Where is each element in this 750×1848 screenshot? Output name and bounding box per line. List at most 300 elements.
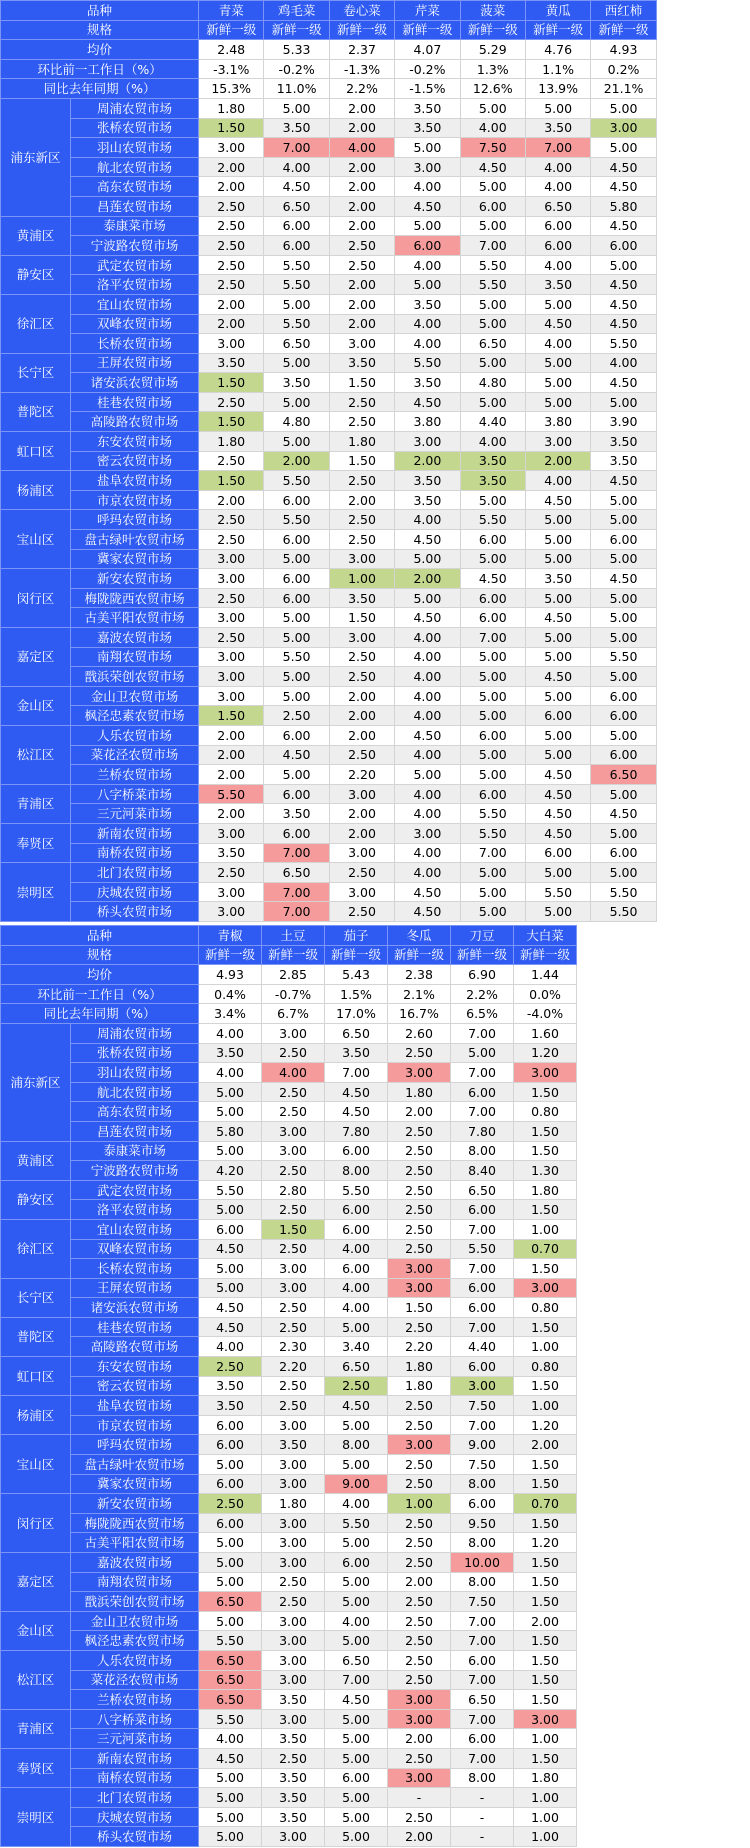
market-name: 张桥农贸市场 (71, 118, 199, 138)
table-row (1, 1788, 577, 1808)
table-row (1, 1748, 577, 1768)
market-name: 金山卫农贸市场 (71, 1611, 199, 1631)
price-cell: 2.30 (262, 1337, 325, 1357)
yoy-change: 6.7% (262, 1004, 325, 1024)
price-cell: 6.00 (264, 784, 329, 804)
price-cell: 6.50 (199, 1670, 262, 1690)
price-cell: 3.00 (388, 1690, 451, 1710)
price-cell: 1.50 (514, 1376, 577, 1396)
price-cell: 2.50 (388, 1611, 451, 1631)
avg-price: 4.07 (395, 40, 460, 60)
price-cell: 2.50 (329, 863, 394, 883)
price-cell: 5.00 (199, 1611, 262, 1631)
price-cell: 4.40 (460, 412, 525, 432)
market-name: 桥头农贸市场 (71, 1827, 199, 1847)
price-cell: 2.00 (329, 823, 394, 843)
district-label: 宝山区 (1, 1435, 71, 1494)
price-cell: 3.00 (514, 1278, 577, 1298)
price-cell: 6.50 (451, 1180, 514, 1200)
spec-header: 新鲜一级 (514, 945, 577, 965)
avg-price: 5.33 (264, 40, 329, 60)
price-cell: 5.00 (460, 706, 525, 726)
market-name: 盐阜农贸市场 (71, 1396, 199, 1416)
table-row (1, 843, 657, 863)
avg-price: 5.29 (460, 40, 525, 60)
price-cell: 7.00 (460, 843, 525, 863)
table-row (1, 628, 657, 648)
price-cell: 4.00 (525, 334, 590, 354)
price-cell: 5.00 (264, 549, 329, 569)
table-row (1, 1317, 577, 1337)
price-cell: 5.00 (264, 98, 329, 118)
price-cell: 5.00 (591, 667, 656, 687)
price-cell: 5.00 (525, 588, 590, 608)
table-row (1, 98, 657, 118)
market-name: 市京农贸市场 (71, 1415, 199, 1435)
market-name: 长桥农贸市场 (71, 1259, 199, 1279)
price-cell: 6.00 (451, 1357, 514, 1377)
price-cell: 2.00 (329, 686, 394, 706)
market-name: 嘉波农贸市场 (71, 628, 199, 648)
table-row (1, 255, 657, 275)
price-cell: 3.50 (264, 804, 329, 824)
price-cell: 2.50 (329, 902, 394, 922)
price-cell: 4.50 (525, 608, 590, 628)
district-label: 金山区 (1, 686, 71, 725)
price-cell: 7.00 (451, 1317, 514, 1337)
table-row (1, 1063, 577, 1083)
price-cell: 1.20 (514, 1415, 577, 1435)
price-cell: 3.00 (388, 1768, 451, 1788)
price-cell: 5.50 (460, 510, 525, 530)
price-cell: 5.00 (395, 549, 460, 569)
price-cell: 6.50 (525, 196, 590, 216)
market-name: 呼玛农贸市场 (71, 1435, 199, 1455)
price-cell: 4.00 (395, 314, 460, 334)
price-cell: 6.00 (591, 843, 656, 863)
price-cell: 3.00 (262, 1827, 325, 1847)
price-cell: 8.00 (325, 1161, 388, 1181)
market-name: 冀家农贸市场 (71, 549, 199, 569)
market-name: 周浦农贸市场 (71, 98, 199, 118)
price-cell: 2.50 (199, 275, 264, 295)
price-cell: 3.50 (525, 118, 590, 138)
market-name: 王屏农贸市场 (71, 1278, 199, 1298)
price-cell: 1.50 (199, 118, 264, 138)
avg-price: 1.44 (514, 965, 577, 985)
market-name: 武定农贸市场 (71, 1180, 199, 1200)
table-row (1, 1729, 577, 1749)
table-row (1, 1082, 577, 1102)
price-cell: 4.50 (460, 157, 525, 177)
price-cell: 5.00 (525, 353, 590, 373)
market-name: 盘古绿叶农贸市场 (71, 1455, 199, 1475)
spec-header: 新鲜一级 (325, 945, 388, 965)
avg-price: 2.38 (388, 965, 451, 985)
price-cell: 1.00 (514, 1219, 577, 1239)
price-cell: 3.00 (262, 1023, 325, 1043)
price-cell: 4.00 (395, 784, 460, 804)
variety-label: 品种 (1, 926, 199, 946)
price-cell: 5.50 (591, 647, 656, 667)
price-cell: 1.50 (199, 412, 264, 432)
table-row (1, 1376, 577, 1396)
table-row (1, 1161, 577, 1181)
price-cell: 6.00 (451, 1650, 514, 1670)
price-cell: 2.50 (388, 1533, 451, 1553)
mom-change: 1.3% (460, 59, 525, 79)
price-cell: 4.00 (264, 157, 329, 177)
price-cell: 6.00 (264, 216, 329, 236)
price-cell: 3.50 (199, 353, 264, 373)
price-cell: 1.50 (514, 1748, 577, 1768)
price-cell: - (451, 1788, 514, 1808)
price-cell: 3.50 (395, 98, 460, 118)
table-row (1, 902, 657, 922)
price-cell: 5.00 (325, 1317, 388, 1337)
price-cell: 2.50 (388, 1748, 451, 1768)
price-cell: 4.00 (395, 667, 460, 687)
market-name: 宜山农贸市场 (71, 294, 199, 314)
price-cell: 3.50 (591, 432, 656, 452)
price-cell: 3.50 (395, 294, 460, 314)
price-cell: 5.50 (525, 882, 590, 902)
price-cell: 1.00 (514, 1337, 577, 1357)
price-cell: 1.50 (514, 1200, 577, 1220)
price-cell: 4.50 (395, 196, 460, 216)
price-cell: 6.00 (451, 1729, 514, 1749)
price-cell: 0.80 (514, 1357, 577, 1377)
market-name: 新南农贸市场 (71, 1748, 199, 1768)
price-cell: 2.50 (388, 1670, 451, 1690)
table-row (1, 1768, 577, 1788)
price-cell: 2.50 (388, 1455, 451, 1475)
price-cell: 2.50 (329, 471, 394, 491)
price-cell: 2.50 (262, 1396, 325, 1416)
yoy-change: 3.4% (199, 1004, 262, 1024)
table-row (1, 236, 657, 256)
price-cell: 1.80 (329, 432, 394, 452)
price-cell: 2.00 (199, 804, 264, 824)
price-cell: 8.00 (451, 1141, 514, 1161)
table-row (1, 588, 657, 608)
price-cell: 5.00 (525, 98, 590, 118)
price-cell: 6.00 (460, 725, 525, 745)
price-cell: 3.00 (388, 1278, 451, 1298)
price-cell: 3.00 (388, 1709, 451, 1729)
price-cell: 2.50 (262, 1043, 325, 1063)
table-row (1, 1494, 577, 1514)
district-label: 金山区 (1, 1611, 71, 1650)
price-cell: 3.00 (591, 118, 656, 138)
price-cell: 6.00 (264, 490, 329, 510)
price-cell: 3.50 (199, 1376, 262, 1396)
market-name: 枫泾忠素农贸市场 (71, 1631, 199, 1651)
price-cell: 5.50 (591, 334, 656, 354)
price-cell: 3.00 (199, 138, 264, 158)
price-cell: 2.50 (262, 1317, 325, 1337)
avg-price: 2.37 (329, 40, 394, 60)
district-label: 崇明区 (1, 863, 71, 922)
price-cell: 2.00 (329, 314, 394, 334)
price-cell: 6.00 (451, 1082, 514, 1102)
table-row (1, 530, 657, 550)
price-cell: 3.00 (262, 1474, 325, 1494)
price-cell: 2.00 (329, 490, 394, 510)
table-row (1, 1827, 577, 1847)
price-cell: 4.00 (525, 255, 590, 275)
table-row (1, 1650, 577, 1670)
table-row (1, 1474, 577, 1494)
market-name: 昌莲农贸市场 (71, 1121, 199, 1141)
market-name: 高陵路农贸市场 (71, 412, 199, 432)
price-cell: 2.00 (395, 569, 460, 589)
price-cell: 5.00 (264, 432, 329, 452)
price-cell: 2.50 (329, 667, 394, 687)
price-cell: 2.00 (199, 177, 264, 197)
price-cell: 8.00 (451, 1768, 514, 1788)
table-row (1, 373, 657, 393)
table-row (1, 490, 657, 510)
price-cell: 3.00 (262, 1709, 325, 1729)
price-cell: 5.00 (591, 725, 656, 745)
market-name: 枫泾忠素农贸市场 (71, 706, 199, 726)
price-cell: 5.50 (199, 1709, 262, 1729)
price-cell: 5.00 (199, 1533, 262, 1553)
price-cell: 2.00 (199, 765, 264, 785)
price-cell: 2.50 (199, 1494, 262, 1514)
price-cell: 7.80 (325, 1121, 388, 1141)
market-name: 宁波路农贸市场 (71, 1161, 199, 1181)
table-row (1, 667, 657, 687)
price-cell: 4.00 (199, 1729, 262, 1749)
price-cell: 5.00 (199, 1455, 262, 1475)
market-name: 武定农贸市场 (71, 255, 199, 275)
market-name: 冀家农贸市场 (71, 1474, 199, 1494)
product-header: 土豆 (262, 926, 325, 946)
yoy-change: 15.3% (199, 79, 264, 99)
spec-header: 新鲜一级 (329, 20, 394, 40)
avg-price: 6.90 (451, 965, 514, 985)
avg-label: 均价 (1, 965, 199, 985)
price-cell: 5.00 (325, 1748, 388, 1768)
price-cell: 2.50 (262, 1298, 325, 1318)
price-cell: 5.00 (460, 686, 525, 706)
price-cell: 5.50 (325, 1513, 388, 1533)
market-name: 新安农贸市场 (71, 1494, 199, 1514)
price-cell: 5.00 (264, 667, 329, 687)
price-cell: 5.00 (460, 98, 525, 118)
table-row (1, 1121, 577, 1141)
price-cell: 3.00 (262, 1553, 325, 1573)
spec-header: 新鲜一级 (199, 20, 264, 40)
yoy-change: 13.9% (525, 79, 590, 99)
avg-price: 4.93 (199, 965, 262, 985)
price-cell: 5.00 (199, 1259, 262, 1279)
market-name: 新南农贸市场 (71, 823, 199, 843)
price-cell: 6.00 (460, 196, 525, 216)
price-cell: 7.00 (264, 843, 329, 863)
price-cell: 5.00 (591, 549, 656, 569)
price-cell: 7.00 (325, 1063, 388, 1083)
price-cell: 3.00 (329, 549, 394, 569)
price-cell: 3.00 (514, 1709, 577, 1729)
price-cell: 2.50 (199, 628, 264, 648)
market-name: 南翔农贸市场 (71, 647, 199, 667)
price-cell: 6.50 (199, 1592, 262, 1612)
price-cell: 4.00 (325, 1611, 388, 1631)
price-cell: 0.70 (514, 1239, 577, 1259)
price-cell: 7.00 (460, 628, 525, 648)
market-name: 长桥农贸市场 (71, 334, 199, 354)
spec-header: 新鲜一级 (525, 20, 590, 40)
table-row (1, 314, 657, 334)
price-cell: 4.00 (395, 177, 460, 197)
price-cell: 4.00 (395, 706, 460, 726)
market-name: 菜花泾农贸市场 (71, 745, 199, 765)
price-cell: 5.50 (264, 510, 329, 530)
price-cell: 1.60 (514, 1023, 577, 1043)
price-cell: 4.00 (395, 843, 460, 863)
price-cell: 5.00 (525, 745, 590, 765)
price-cell: 5.00 (325, 1729, 388, 1749)
product-header: 鸡毛菜 (264, 1, 329, 21)
price-cell: 4.00 (395, 804, 460, 824)
product-header: 冬瓜 (388, 926, 451, 946)
price-cell: 3.00 (199, 902, 264, 922)
spec-label: 规格 (1, 945, 199, 965)
yoy-change: 11.0% (264, 79, 329, 99)
district-label: 松江区 (1, 725, 71, 784)
market-name: 三元河菜市场 (71, 1729, 199, 1749)
price-cell: 1.80 (388, 1357, 451, 1377)
district-label: 嘉定区 (1, 1553, 71, 1612)
market-name: 金山卫农贸市场 (71, 686, 199, 706)
price-cell: 5.00 (325, 1572, 388, 1592)
price-cell: 2.50 (388, 1650, 451, 1670)
district-label: 普陀区 (1, 392, 71, 431)
table-row (1, 1396, 577, 1416)
table-row (1, 1023, 577, 1043)
market-name: 高陵路农贸市场 (71, 1337, 199, 1357)
price-cell: 4.00 (325, 1239, 388, 1259)
price-cell: 3.00 (262, 1259, 325, 1279)
table-row (1, 745, 657, 765)
price-cell: 2.00 (329, 196, 394, 216)
table-row (1, 1337, 577, 1357)
price-cell: 2.00 (525, 451, 590, 471)
price-cell: 1.00 (329, 569, 394, 589)
price-cell: 5.00 (525, 902, 590, 922)
yoy-change: 16.7% (388, 1004, 451, 1024)
price-cell: - (388, 1788, 451, 1808)
mom-change: 0.2% (591, 59, 656, 79)
price-cell: 4.20 (199, 1161, 262, 1181)
price-cell: 9.00 (325, 1474, 388, 1494)
price-cell: 9.00 (451, 1435, 514, 1455)
district-label: 杨浦区 (1, 471, 71, 510)
product-header: 西红柿 (591, 1, 656, 21)
price-cell: 2.50 (388, 1415, 451, 1435)
market-name: 嘉波农贸市场 (71, 1553, 199, 1573)
spec-header: 新鲜一级 (395, 20, 460, 40)
price-cell: 5.00 (460, 177, 525, 197)
price-cell: 4.00 (329, 138, 394, 158)
price-cell: 5.00 (591, 863, 656, 883)
price-cell: 4.00 (460, 118, 525, 138)
price-cell: 2.00 (388, 1827, 451, 1847)
table-row (1, 157, 657, 177)
market-name: 诸安浜农贸市场 (71, 1298, 199, 1318)
price-cell: 1.80 (514, 1180, 577, 1200)
price-cell: 1.50 (514, 1513, 577, 1533)
price-cell: 4.50 (525, 490, 590, 510)
market-name: 庆城农贸市场 (71, 882, 199, 902)
price-cell: 1.50 (514, 1670, 577, 1690)
district-label: 青浦区 (1, 1709, 71, 1748)
table-row (1, 196, 657, 216)
table-row (1, 725, 657, 745)
price-cell: 2.50 (388, 1631, 451, 1651)
price-cell: 5.00 (199, 1572, 262, 1592)
price-cell: 5.50 (264, 647, 329, 667)
district-label: 闵行区 (1, 1494, 71, 1553)
price-cell: 5.00 (525, 373, 590, 393)
price-cell: 5.00 (395, 216, 460, 236)
price-cell: 3.50 (525, 569, 590, 589)
price-cell: 2.00 (329, 216, 394, 236)
price-cell: 6.00 (325, 1768, 388, 1788)
price-cell: 8.00 (451, 1474, 514, 1494)
table-row (1, 1200, 577, 1220)
price-cell: 5.00 (325, 1592, 388, 1612)
price-cell: 5.50 (460, 255, 525, 275)
price-cell: 1.00 (514, 1788, 577, 1808)
price-cell: 5.00 (199, 1278, 262, 1298)
table-row (1, 138, 657, 158)
market-name: 宁波路农贸市场 (71, 236, 199, 256)
price-cell: 4.50 (395, 392, 460, 412)
market-name: 北门农贸市场 (71, 1788, 199, 1808)
price-cell: 6.00 (199, 1513, 262, 1533)
price-cell: 4.50 (199, 1298, 262, 1318)
price-cell: 4.00 (525, 157, 590, 177)
table-row (1, 647, 657, 667)
price-cell: 2.00 (199, 294, 264, 314)
price-cell: 3.50 (460, 451, 525, 471)
price-cell: 5.00 (199, 1788, 262, 1808)
price-cell: 4.50 (525, 314, 590, 334)
market-name: 盘古绿叶农贸市场 (71, 530, 199, 550)
price-cell: 1.80 (388, 1082, 451, 1102)
price-cell: 2.20 (388, 1337, 451, 1357)
price-cell: 3.50 (325, 1043, 388, 1063)
price-cell: 6.00 (591, 686, 656, 706)
price-cell: 1.50 (262, 1219, 325, 1239)
market-name: 戬浜荣创农贸市场 (71, 667, 199, 687)
price-cell: 5.00 (199, 1768, 262, 1788)
price-cell: 1.50 (514, 1553, 577, 1573)
spec-header: 新鲜一级 (460, 20, 525, 40)
price-cell: 2.50 (199, 510, 264, 530)
price-cell: 3.00 (199, 667, 264, 687)
table-row (1, 1592, 577, 1612)
market-name: 梅陇陇西农贸市场 (71, 588, 199, 608)
price-cell: 4.50 (591, 471, 656, 491)
district-label: 黄浦区 (1, 1141, 71, 1180)
district-label: 青浦区 (1, 784, 71, 823)
market-name: 市京农贸市场 (71, 490, 199, 510)
